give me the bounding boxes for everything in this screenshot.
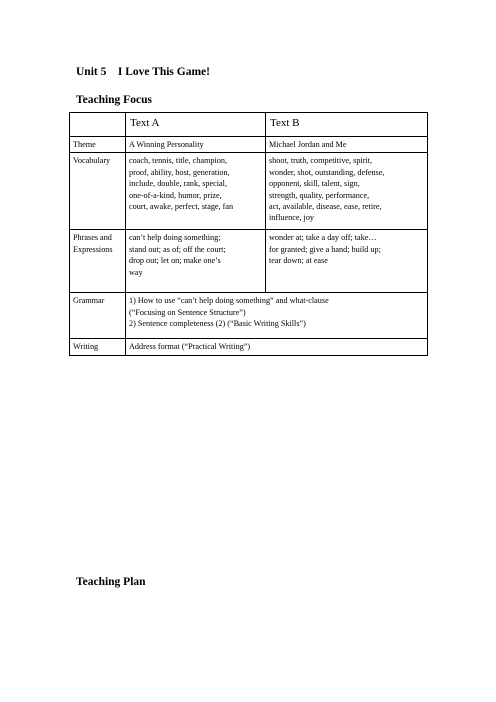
theme-text-a: A Winning Personality (126, 137, 266, 153)
theme-text-b: Michael Jordan and Me (266, 137, 428, 153)
teaching-focus-heading: Teaching Focus (76, 94, 152, 106)
row-label-phrases: Phrases and Expressions (70, 230, 126, 293)
table-row-phrases (70, 230, 428, 293)
row-label-vocabulary: Vocabulary (70, 153, 126, 230)
teaching-plan-heading: Teaching Plan (76, 576, 146, 588)
row-label-writing: Writing (70, 339, 126, 355)
row-label-grammar: Grammar (70, 293, 126, 339)
header-blank-cell (70, 113, 126, 137)
header-text-b: Text B (266, 113, 428, 137)
table-row-grammar (70, 293, 428, 339)
writing-text: Address format (“Practical Writing”) (126, 339, 428, 355)
vocabulary-text-b: shoot, truth, competitive, spirit, wonder, shot, outstanding, defense, opponent, skill, talent, sign, strength, quality, performance, act, available, disease, ease, retire, influence, joy (266, 153, 428, 230)
table-header-row (70, 113, 428, 137)
header-text-a: Text A (126, 113, 266, 137)
grammar-text: 1) How to use “can’t help doing something” and what-clause (“Focusing on Sentence Structure”) 2) Sentence completeness (2) (“Basic Writing Skills”) (126, 293, 428, 339)
phrases-text-b: wonder at; take a day off; take… for granted; give a hand; build up; tear down; at ease (266, 230, 428, 293)
row-label-theme: Theme (70, 137, 126, 153)
table-row-vocabulary (70, 153, 428, 230)
table-row-theme (70, 137, 428, 153)
unit-title: Unit 5 I Love This Game! (76, 66, 210, 78)
table-row-writing (70, 339, 428, 355)
vocabulary-text-a: coach, tennis, title, champion, proof, ability, host, generation, include, double, rank, special, one-of-a-kind, humor, prize, court, awake, perfect, stage, fan (126, 153, 266, 230)
phrases-text-a: can’t help doing something; stand out; as of; off the court; drop out; let on; make one’s way (126, 230, 266, 293)
teaching-focus-table (69, 112, 428, 356)
